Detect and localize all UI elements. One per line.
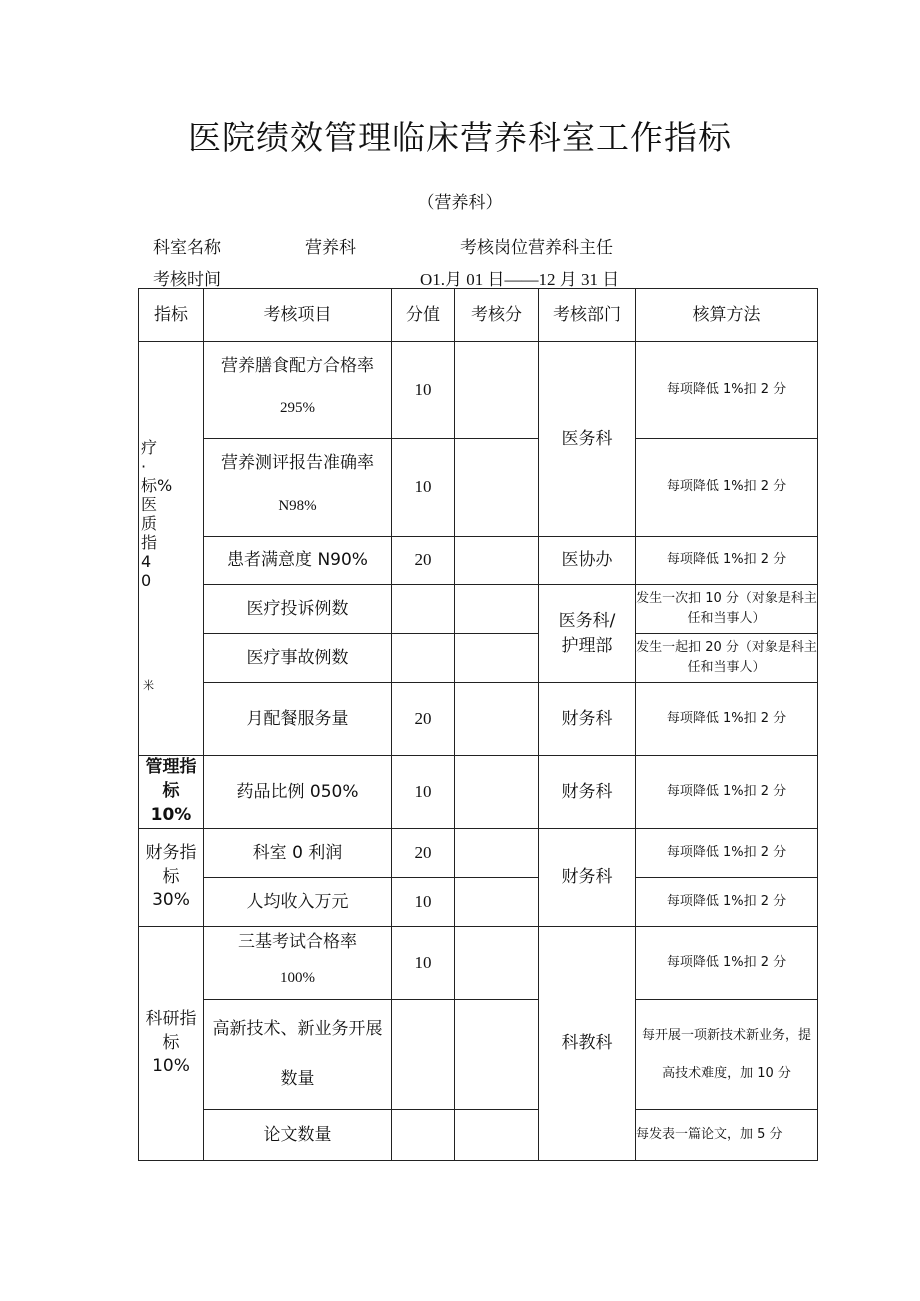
score-cell: 10: [392, 342, 455, 439]
method-cell: 每项降低 1%扣 2 分: [636, 756, 818, 829]
assess-cell: [455, 342, 539, 439]
time-label: 考核时间: [153, 270, 221, 290]
group-finance-label: 财务指标 30%: [139, 829, 204, 927]
page-title: 医院绩效管理临床营养科室工作指标: [188, 118, 732, 157]
table-row: [139, 342, 818, 439]
score-cell: 10: [392, 927, 455, 1000]
item-cell: 人均收入万元: [204, 878, 392, 927]
method-cell: 每项降低 1%扣 2 分: [636, 342, 818, 439]
page-subtitle: （营养科）: [417, 193, 503, 213]
score-cell: 10: [392, 878, 455, 927]
score-cell: 10: [392, 439, 455, 537]
score-cell: [392, 1110, 455, 1161]
assess-cell: [455, 756, 539, 829]
dept-cell: 医务科/护理部: [539, 585, 636, 683]
dept-cell: 科教科: [539, 927, 636, 1161]
score-cell: 20: [392, 683, 455, 756]
header-cell: 指标: [139, 289, 204, 342]
time-value: O1.月 01 日——12 月 31 日: [420, 270, 620, 289]
header-cell: 考核项目: [204, 289, 392, 342]
assess-cell: [455, 1000, 539, 1110]
header-cell: 核算方法: [636, 289, 818, 342]
assess-cell: [455, 683, 539, 756]
assess-cell: [455, 1110, 539, 1161]
method-cell: 每项降低 1%扣 2 分: [636, 683, 818, 756]
item-cell: 月配餐服务量: [204, 683, 392, 756]
item-cell: 医疗投诉例数: [204, 585, 392, 634]
item-cell: 三基考试合格率 100%: [204, 927, 392, 1000]
table-header-row: [139, 289, 818, 342]
table-row: [139, 439, 818, 537]
table-row: [139, 927, 818, 1000]
indicator-table: [138, 288, 818, 1161]
table-row: [139, 683, 818, 756]
group-medical-cell: [139, 342, 204, 756]
table-row: [139, 756, 818, 829]
item-cell: 高新技术、新业务开展数量: [204, 1000, 392, 1110]
table-row: [139, 1110, 818, 1161]
item-cell: 患者满意度 N90%: [204, 537, 392, 585]
assess-cell: [455, 878, 539, 927]
assess-cell: [455, 537, 539, 585]
dept-cell: 财务科: [539, 683, 636, 756]
method-cell: 每项降低 1%扣 2 分: [636, 878, 818, 927]
score-cell: [392, 585, 455, 634]
dept-cell: 财务科: [539, 829, 636, 927]
method-cell: 发生一起扣 20 分（对象是科主任和当事人）: [636, 634, 818, 683]
score-cell: [392, 1000, 455, 1110]
header-cell: 分值: [392, 289, 455, 342]
method-cell: 每项降低 1%扣 2 分: [636, 537, 818, 585]
item-cell: 论文数量: [204, 1110, 392, 1161]
score-cell: 20: [392, 537, 455, 585]
item-cell: 营养膳食配方合格率 295%: [204, 342, 392, 439]
score-cell: 10: [392, 756, 455, 829]
method-cell: 每项降低 1%扣 2 分: [636, 927, 818, 1000]
method-cell: 每发表一篇论文，加 5 分: [636, 1110, 818, 1161]
method-cell: 发生一次扣 10 分（对象是科主任和当事人）: [636, 585, 818, 634]
assess-cell: [455, 439, 539, 537]
assess-cell: [455, 585, 539, 634]
table-row: [139, 878, 818, 927]
group-management-label: 管理指标 10%: [139, 756, 204, 829]
group-research-label: 科研指标 10%: [139, 927, 204, 1161]
method-cell: 每项降低 1%扣 2 分: [636, 439, 818, 537]
table-row: [139, 537, 818, 585]
item-cell: 营养测评报告准确率 N98%: [204, 439, 392, 537]
group-medical-label: 疗·标%医质指40: [141, 438, 173, 590]
assess-cell: [455, 927, 539, 1000]
item-cell: 药品比例 050%: [204, 756, 392, 829]
table-row: [139, 585, 818, 634]
table-row: [139, 1000, 818, 1110]
group-medical-mark: 米: [143, 679, 154, 692]
header-cell: 考核部门: [539, 289, 636, 342]
table-row: [139, 829, 818, 878]
item-cell: 医疗事故例数: [204, 634, 392, 683]
score-cell: [392, 634, 455, 683]
method-cell: 每开展一项新技术新业务，提高技术难度，加 10 分: [636, 1000, 818, 1110]
table-row: [139, 634, 818, 683]
dept-label: 科室名称: [153, 238, 221, 258]
item-cell: 科室 0 利润: [204, 829, 392, 878]
post-label: 考核岗位营养科主任: [460, 238, 613, 258]
dept-value: 营养科: [305, 238, 356, 258]
assess-cell: [455, 634, 539, 683]
score-cell: 20: [392, 829, 455, 878]
header-cell: 考核分: [455, 289, 539, 342]
method-cell: 每项降低 1%扣 2 分: [636, 829, 818, 878]
assess-cell: [455, 829, 539, 878]
dept-cell: 财务科: [539, 756, 636, 829]
dept-cell: 医务科: [539, 342, 636, 537]
dept-cell: 医协办: [539, 537, 636, 585]
